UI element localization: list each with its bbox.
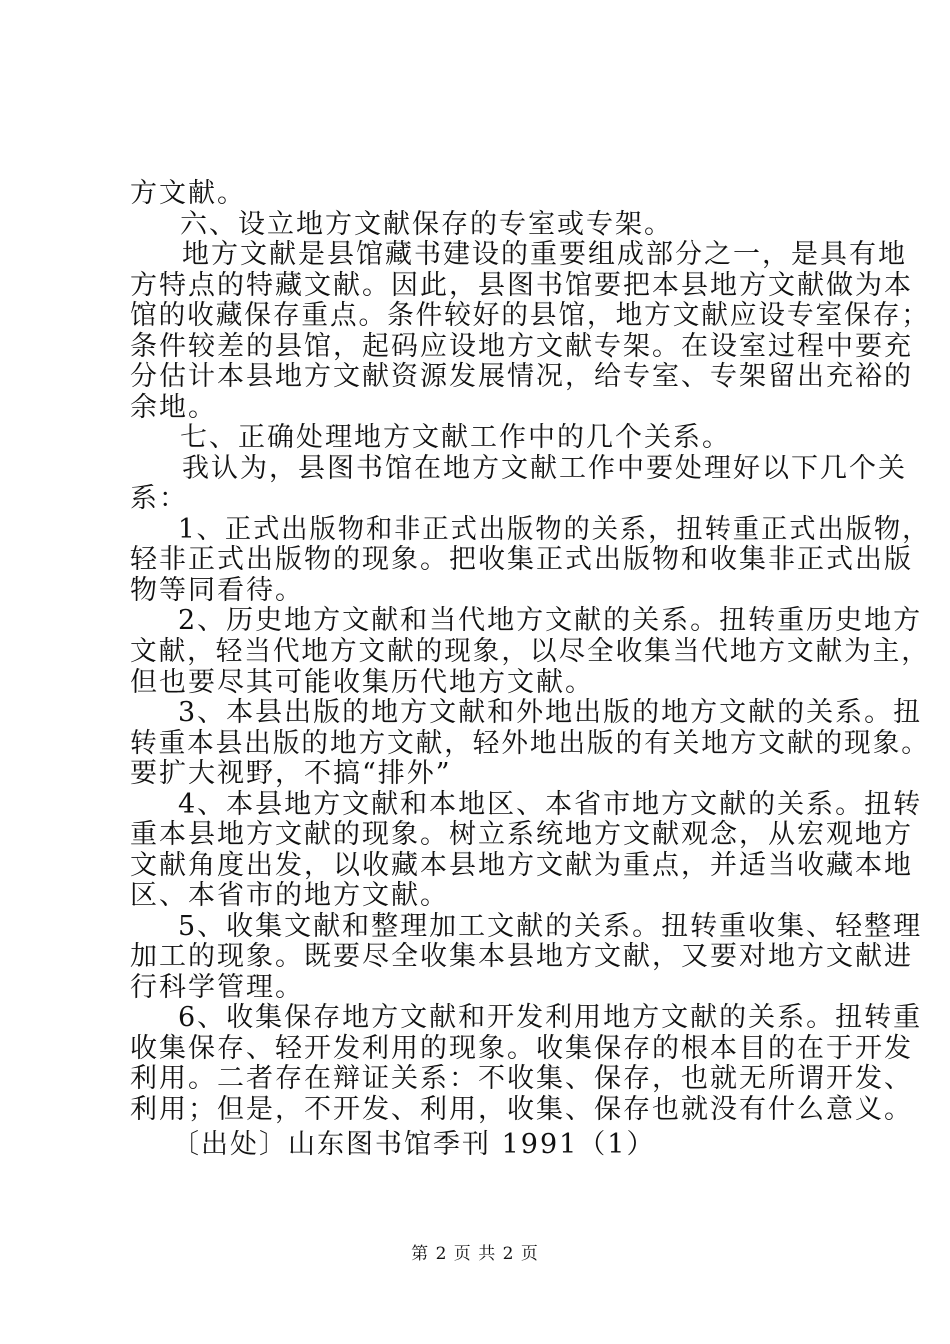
text-line: 方特点的特藏文献。因此，县图书馆要把本县地方文献做为本 [130, 270, 913, 301]
text-line: 转重本县出版的地方文献，轻外地出版的有关地方文献的现象。 [130, 728, 930, 759]
text-line: 方文献。 [130, 178, 246, 209]
list-item-line: 1、正式出版物和非正式出版物的关系，扭转重正式出版物， [178, 514, 931, 545]
text-line: 利用；但是，不开发、利用，收集、保存也就没有什么意义。 [130, 1094, 913, 1125]
section-heading: 七、正确处理地方文献工作中的几个关系。 [180, 422, 731, 453]
text-line: 文献角度出发，以收藏本县地方文献为重点，并适当收藏本地 [130, 850, 913, 881]
text-line: 利用。二者存在辩证关系：不收集、保存，也就无所谓开发、 [130, 1063, 913, 1094]
list-item-line: 5、收集文献和整理加工文献的关系。扭转重收集、轻整理 [178, 911, 923, 942]
list-item-line: 2、历史地方文献和当代地方文献的关系。扭转重历史地方 [178, 605, 923, 636]
source-citation: 〔出处〕山东图书馆季刊 1991（1） [172, 1129, 656, 1160]
text-line: 地方文献是县馆藏书建设的重要组成部分之一，是具有地 [182, 239, 907, 270]
list-item-line: 3、本县出版的地方文献和外地出版的地方文献的关系。扭 [178, 697, 923, 728]
text-line: 重本县地方文献的现象。树立系统地方文献观念，从宏观地方 [130, 819, 913, 850]
text-line: 文献，轻当代地方文献的现象，以尽全收集当代地方文献为主， [130, 636, 930, 667]
list-item-line: 6、收集保存地方文献和开发利用地方文献的关系。扭转重 [178, 1002, 923, 1033]
list-item-line: 4、本县地方文献和本地区、本省市地方文献的关系。扭转 [178, 789, 923, 820]
page-number-footer: 第 2 页 共 2 页 [411, 1244, 539, 1264]
text-line: 余地。 [130, 392, 217, 423]
text-line: 分估计本县地方文献资源发展情况，给专室、专架留出充裕的 [130, 361, 913, 392]
text-line: 系： [130, 483, 188, 514]
text-line: 区、本省市的地方文献。 [130, 880, 449, 911]
text-line: 轻非正式出版物的现象。把收集正式出版物和收集非正式出版 [130, 544, 913, 575]
text-line: 要扩大视野，不搞“排外” [130, 758, 452, 789]
section-heading: 六、设立地方文献保存的专室或专架。 [180, 209, 673, 240]
text-line: 但也要尽其可能收集历代地方文献。 [130, 667, 594, 698]
text-line: 加工的现象。既要尽全收集本县地方文献，又要对地方文献进 [130, 941, 913, 972]
text-line: 物等同看待。 [130, 575, 304, 606]
text-line: 条件较差的县馆，起码应设地方文献专架。在设室过程中要充 [130, 331, 913, 362]
text-line: 收集保存、轻开发利用的现象。收集保存的根本目的在于开发 [130, 1033, 913, 1064]
text-line: 我认为，县图书馆在地方文献工作中要处理好以下几个关 [182, 453, 907, 484]
text-line: 行科学管理。 [130, 972, 304, 1003]
text-line: 馆的收藏保存重点。条件较好的县馆，地方文献应设专室保存； [130, 300, 930, 331]
